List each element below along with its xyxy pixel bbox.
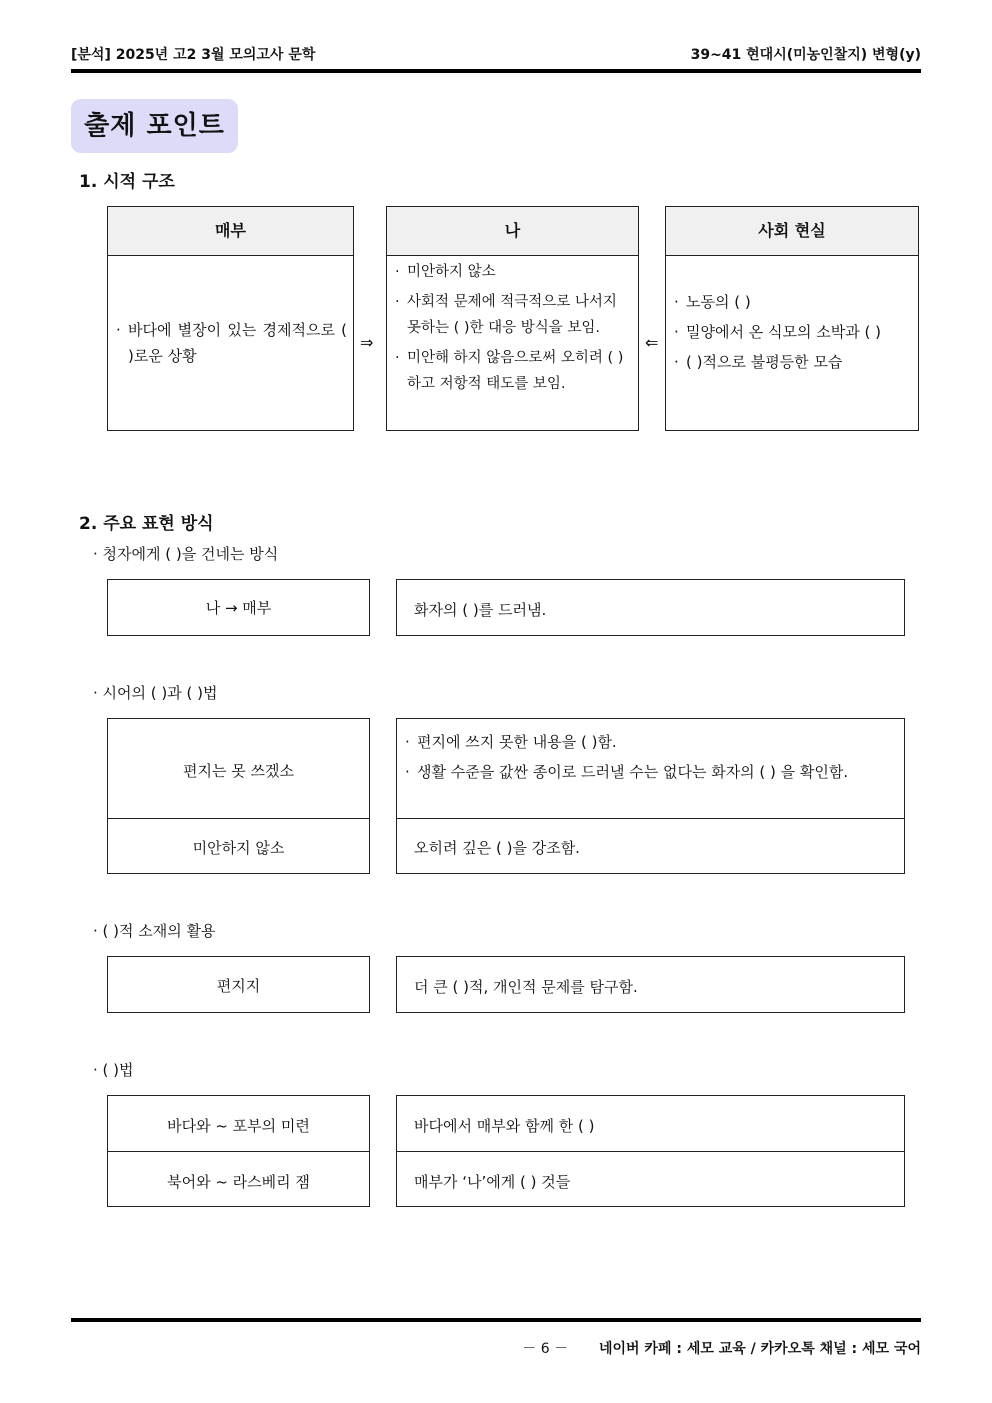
page-number: － 6 － [522, 1341, 569, 1357]
arrow-left-icon: ⇐ [645, 333, 659, 352]
box-mabu-item: · 바다에 별장이 있는 경제적으로 ( )로운 상황 [114, 317, 347, 369]
group2-left-cell: 편지는 못 쓰겠소 미안하지 않소 [107, 718, 370, 874]
box-society-item: · 노동의 ( ) [672, 289, 912, 315]
header-left: [분석] 2025년 고2 3월 모의고사 문학 [71, 47, 316, 63]
box-society-item: · ( )적으로 불평등한 모습 [672, 349, 912, 375]
divider [108, 1151, 369, 1152]
box-na-item: · 미안해 하지 않음으로써 오히려 ( )하고 저항적 태도를 보임. [393, 345, 632, 397]
box-mabu-header: 매부 [108, 207, 353, 256]
header-right: 39~41 현대시(미농인찰지) 변형(y) [690, 47, 921, 63]
group1-bullet: · 청자에게 ( )을 건네는 방식 [93, 545, 279, 563]
group1-left-cell: 나 → 매부 [107, 579, 370, 636]
group2-right-item: · 생활 수준을 값싼 종이로 드러낼 수는 없다는 화자의 ( ) 을 확인함. [403, 759, 896, 785]
box-na-header: 나 [387, 207, 638, 256]
group4-left-cell: 바다와 ~ 포부의 미련 북어와 ~ 라스베리 잼 [107, 1095, 370, 1207]
page-footer [522, 1338, 921, 1358]
box-society [665, 206, 919, 431]
group1-right-cell: 화자의 ( )를 드러냄. [396, 579, 905, 636]
group3-bullet: · ( )적 소재의 활용 [93, 922, 216, 940]
page-header [71, 44, 921, 68]
group4-right-cell: 바다에서 매부와 함께 한 ( ) 매부가 ‘나’에게 ( ) 것들 [396, 1095, 905, 1207]
group4-bullet: · ( )법 [93, 1061, 134, 1079]
box-na-item: · 사회적 문제에 적극적으로 나서지 못하는 ( )한 대응 방식을 보임. [393, 289, 632, 341]
group2-right-item: · 편지에 쓰지 못한 내용을 ( )함. [403, 729, 896, 755]
header-rule [71, 69, 921, 73]
section1-heading: 1. 시적 구조 [79, 172, 175, 192]
group2-right-cell: · 편지에 쓰지 못한 내용을 ( )함. · 생활 수준을 값싼 종이로 드러낼 수는 없다는 화자의 ( ) 을 확인함. 오히려 깊은 ( )을 강조함. [396, 718, 905, 874]
box-mabu [107, 206, 354, 431]
group3-right-cell: 더 큰 ( )적, 개인적 문제를 탐구함. [396, 956, 905, 1013]
divider [397, 818, 904, 819]
group2-bullet: · 시어의 ( )과 ( )법 [93, 684, 218, 702]
group3-left-cell: 편지지 [107, 956, 370, 1013]
divider [397, 1151, 904, 1152]
footer-text: 네이버 카페 : 세모 교육 / 카카오톡 채널 : 세모 국어 [598, 1341, 921, 1357]
box-society-item: · 밀양에서 온 식모의 소박과 ( ) [672, 319, 912, 345]
box-society-header: 사회 현실 [666, 207, 918, 256]
arrow-right-icon: ⇒ [360, 333, 374, 352]
box-na-item: · 미안하지 않소 [393, 259, 632, 285]
section2-heading: 2. 주요 표현 방식 [79, 514, 214, 534]
divider [108, 818, 369, 819]
box-na [386, 206, 639, 431]
footer-rule [71, 1318, 921, 1322]
page-title: 출제 포인트 [71, 99, 238, 153]
